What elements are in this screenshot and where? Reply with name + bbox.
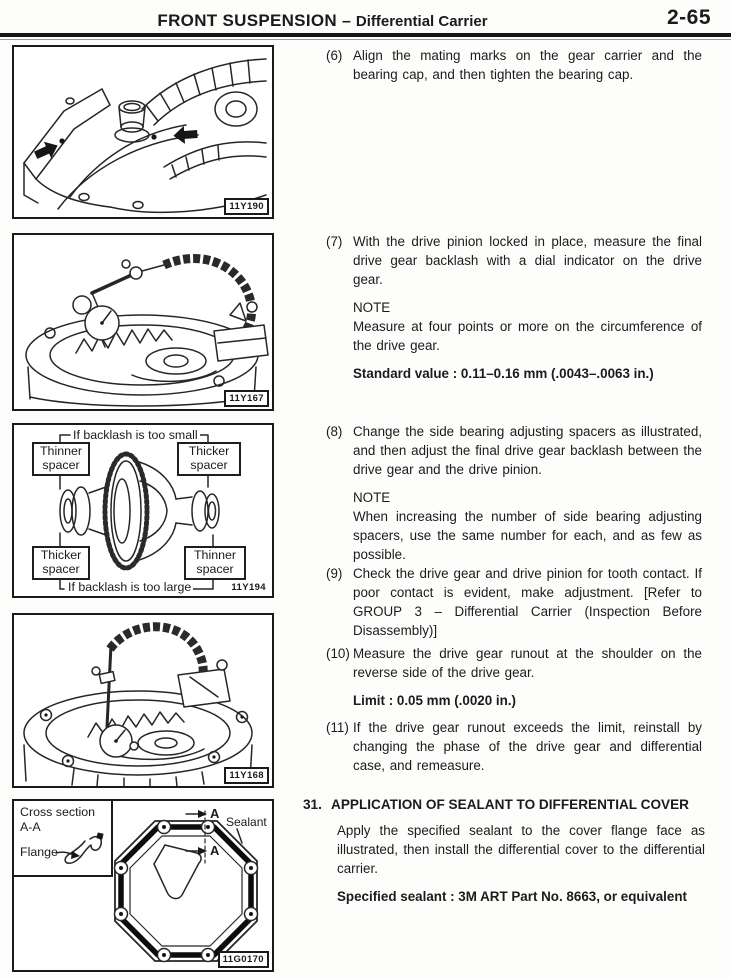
gear-carrier-illustration [14,47,272,217]
step-11-number: (11) [326,720,349,735]
runout-gauge-illustration [14,615,272,786]
note-label: NOTE [353,300,391,315]
section-31-heading [303,795,705,814]
figure-id-label: 11Y194 [231,582,266,593]
figure-sealant-application [12,799,274,972]
note-text: When increasing the number of side bearing adjusting spacers, use the same number for each, and as few as possible. [353,509,702,562]
step-7 [326,232,702,383]
figure-spacer-diagram [12,423,274,598]
step-9-text: Check the drive gear and drive pinion for tooth contact. If poor contact is evident, make adjustment. [Refer to GROUP 3 – Differential Carrier (Inspection Before Disassembly)] [353,566,702,638]
page-header [0,11,645,31]
step-8-number: (8) [326,424,343,439]
step-8 [326,422,702,564]
standard-value-spec: Standard value : 0.11–0.16 mm (.0043–.0063 in.) [353,366,654,381]
flange-label: Flange [20,845,58,859]
step-11-text: If the drive gear runout exceeds the limit, reinstall by changing the phase of the drive gear and differential case, and remeasure. [353,720,702,773]
spacer-box-bottom-left: Thicker spacer [32,546,90,580]
spacer-box-bottom-right: Thinner spacer [184,546,246,580]
step-10-text: Measure the drive gear runout at the shoulder on the reverse side of the drive gear. [353,646,702,680]
step-7-number: (7) [326,234,343,249]
step-6 [326,46,702,84]
step-10-number: (10) [326,646,350,661]
page-number: 2-65 [666,6,711,29]
note-text: Measure at four points or more on the circumference of the drive gear. [353,319,702,353]
figure-id-label: 11Y167 [224,390,269,407]
figure-id-label: 11G0170 [218,951,269,968]
step-10 [326,644,702,710]
header-subsection-title: Differential Carrier [355,13,488,30]
inset-title-line2: A-A [20,820,41,834]
section-31-body: Apply the specified sealant to the cover flange face as illustrated, then install the differential cover to the differential carrier. [337,823,705,876]
step-8-text: Change the side bearing adjusting spacers as illustrated, and then adjust the final drive gear backlash between the drive gear and the drive pinion. [353,424,702,477]
section-31-number: 31. [303,797,322,812]
header-rule [0,33,731,37]
header-separator: – [341,13,351,30]
backlash-large-note: If backlash is too large [68,580,192,594]
header-rule-shadow [0,39,731,40]
step-7-text: With the drive pinion locked in place, measure the final drive gear backlash with a dial indicator on the drive gear. [353,234,702,287]
limit-spec: Limit : 0.05 mm (.0020 in.) [353,693,516,708]
figure-mating-marks [12,45,274,219]
dial-indicator-illustration [14,235,272,409]
step-6-number: (6) [326,48,343,63]
step-7-note [353,298,702,355]
step-9 [326,564,702,640]
backlash-small-note: If backlash is too small [73,428,198,442]
mating-mark-arrows-icon [32,125,198,163]
section-marker-a-bottom: A [210,843,220,858]
step-6-text: Align the mating marks on the gear carrier and the bearing cap, and then tighten the bearing cap. [353,48,702,82]
spacer-box-top-right: Thicker spacer [177,442,241,476]
figure-runout-measurement [12,613,274,788]
spacer-box-top-left: Thinner spacer [32,442,90,476]
step-8-note [353,488,702,564]
section-31-title: APPLICATION OF SEALANT TO DIFFERENTIAL COVER [331,797,689,812]
inset-title-line1: Cross section [20,805,96,819]
sealant-label: Sealant [226,815,267,829]
figure-id-label: 11Y190 [224,198,269,215]
sealant-spec: Specified sealant : 3M ART Part No. 8663, or equivalent [337,889,687,904]
step-9-number: (9) [326,566,343,581]
section-31 [303,795,705,906]
header-section-title: FRONT SUSPENSION [157,11,337,30]
figure-backlash-measurement [12,233,274,411]
cross-section-inset [14,801,113,877]
figure-id-label: 11Y168 [224,767,269,784]
step-11 [326,718,702,775]
section-marker-a-top: A [210,806,220,821]
note-label: NOTE [353,490,391,505]
